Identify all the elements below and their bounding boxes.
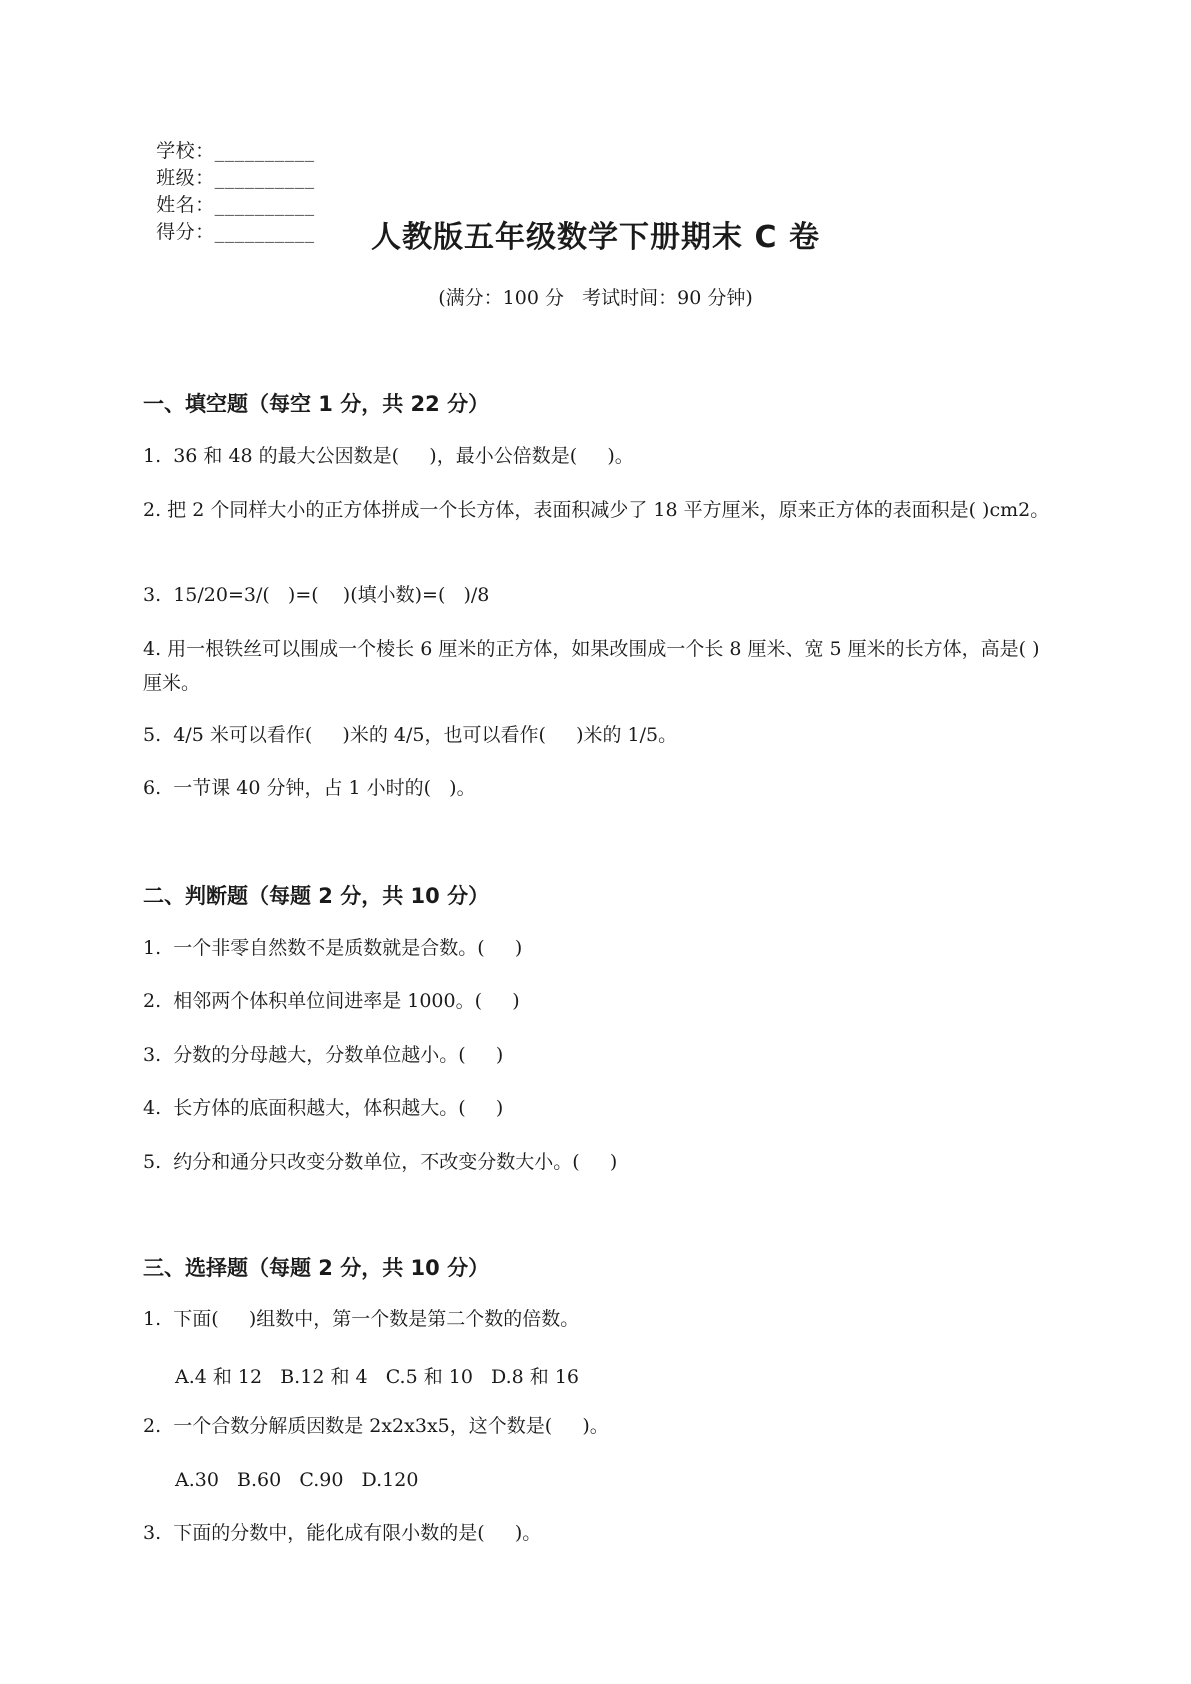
question-item: 2. 相邻两个体积单位间进率是 1000。( ) (143, 990, 520, 1012)
question-item: 4. 长方体的底面积越大，体积越大。( ) (143, 1097, 504, 1119)
question-item: 5. 4/5 米可以看作( )米的 4/5，也可以看作( )米的 1/5。 (143, 724, 678, 746)
section-heading-true-false: 二、判断题（每题 2 分，共 10 分） (143, 884, 490, 908)
question-item: 3. 分数的分母越大，分数单位越小。( ) (143, 1044, 504, 1066)
section-heading-multiple-choice: 三、选择题（每题 2 分，共 10 分） (143, 1256, 490, 1280)
section-heading-fill-in: 一、填空题（每空 1 分，共 22 分） (143, 392, 490, 416)
exam-title: 人教版五年级数学下册期末 C 卷 (371, 220, 820, 255)
score-field: 得分：__________ (156, 221, 315, 243)
question-item: 1. 36 和 48 的最大公因数是( )，最小公倍数是( )。 (143, 445, 634, 467)
question-item: 5. 约分和通分只改变分数单位，不改变分数大小。( ) (143, 1151, 618, 1173)
question-item: 1. 下面( )组数中，第一个数是第二个数的倍数。 (143, 1308, 580, 1330)
question-item: 3. 15/20=3/( )=( )(填小数)=( )/8 (143, 584, 490, 606)
exam-subtitle: (满分：100 分 考试时间：90 分钟) (438, 287, 753, 309)
answer-options: A.4 和 12 B.12 和 4 C.5 和 10 D.8 和 16 (175, 1366, 579, 1388)
answer-options: A.30 B.60 C.90 D.120 (175, 1469, 419, 1491)
name-field: 姓名：__________ (156, 194, 315, 216)
question-item: 3. 下面的分数中，能化成有限小数的是( )。 (143, 1522, 542, 1544)
school-field: 学校：__________ (156, 140, 315, 162)
question-item: 4. 用一根铁丝可以围成一个棱长 6 厘米的正方体，如果改围成一个长 8 厘米、宽 5 厘米的长方体，高是( )厘米。 (143, 638, 1040, 694)
question-item: 2. 一个合数分解质因数是 2x2x3x5，这个数是( )。 (143, 1415, 609, 1437)
question-item: 1. 一个非零自然数不是质数就是合数。( ) (143, 937, 523, 959)
class-field: 班级：__________ (156, 167, 315, 189)
question-item: 2. 把 2 个同样大小的正方体拼成一个长方体，表面积减少了 18 平方厘米，原来正方体的表面积是( )cm2。 (143, 499, 1050, 521)
question-item: 6. 一节课 40 分钟，占 1 小时的( )。 (143, 777, 476, 799)
